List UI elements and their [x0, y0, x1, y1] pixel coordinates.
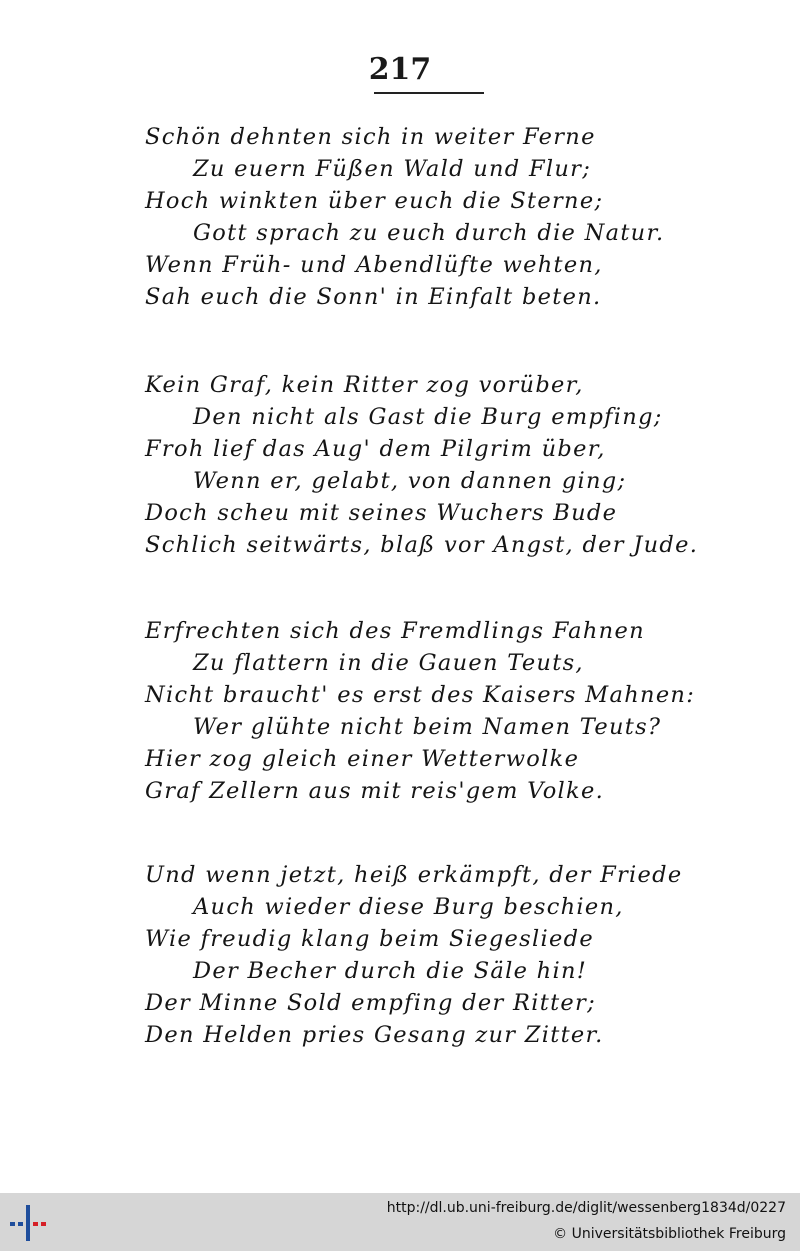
verse-line: Zu euern Füßen Wald und Flur;	[193, 156, 592, 182]
verse-line: Erfrechten sich des Fremdlings Fahnen	[145, 618, 645, 644]
verse-line: Wie freudig klang beim Siegesliede	[145, 926, 594, 952]
verse-line: Den Helden pries Gesang zur Zitter.	[145, 1022, 604, 1048]
verse-line: Auch wieder diese Burg beschien,	[193, 894, 624, 920]
verse-line: Hier zog gleich einer Wetterwolke	[145, 746, 580, 772]
verse-line: Sah euch die Sonn' in Einfalt beten.	[145, 284, 602, 310]
verse-line: Der Becher durch die Säle hin!	[193, 958, 588, 984]
verse-line: Froh lief das Aug' dem Pilgrim über,	[145, 436, 606, 462]
header-rule	[374, 92, 484, 94]
verse-line: Schön dehnten sich in weiter Ferne	[145, 124, 596, 150]
footer-copyright: © Universitätsbibliothek Freiburg	[553, 1226, 786, 1242]
verse-line: Wenn Früh- und Abendlüfte wehten,	[145, 252, 603, 278]
verse-line: Und wenn jetzt, heiß erkämpft, der Friede	[145, 862, 683, 888]
verse-line: Kein Graf, kein Ritter zog vorüber,	[145, 372, 584, 398]
library-logo-icon[interactable]	[8, 1203, 48, 1243]
footer-url-link[interactable]: http://dl.ub.uni-freiburg.de/diglit/wessenberg1834d/0227	[386, 1200, 786, 1216]
page-number: 217	[368, 52, 432, 87]
verse-line: Nicht braucht' es erst des Kaisers Mahnen:	[145, 682, 696, 708]
verse-line: Graf Zellern aus mit reis'gem Volke.	[145, 778, 605, 804]
verse-line: Wer glühte nicht beim Namen Teuts?	[193, 714, 662, 740]
verse-line: Den nicht als Gast die Burg empfing;	[193, 404, 663, 430]
verse-line: Zu flattern in die Gauen Teuts,	[193, 650, 584, 676]
verse-line: Doch scheu mit seines Wuchers Bude	[145, 500, 618, 526]
verse-line: Hoch winkten über euch die Sterne;	[145, 188, 604, 214]
verse-line: Schlich seitwärts, blaß vor Angst, der Jude.	[145, 532, 699, 558]
verse-line: Der Minne Sold empfing der Ritter;	[145, 990, 596, 1016]
verse-line: Wenn er, gelabt, von dannen ging;	[193, 468, 627, 494]
footer-bar	[0, 1193, 800, 1251]
verse-line: Gott sprach zu euch durch die Natur.	[193, 220, 665, 246]
